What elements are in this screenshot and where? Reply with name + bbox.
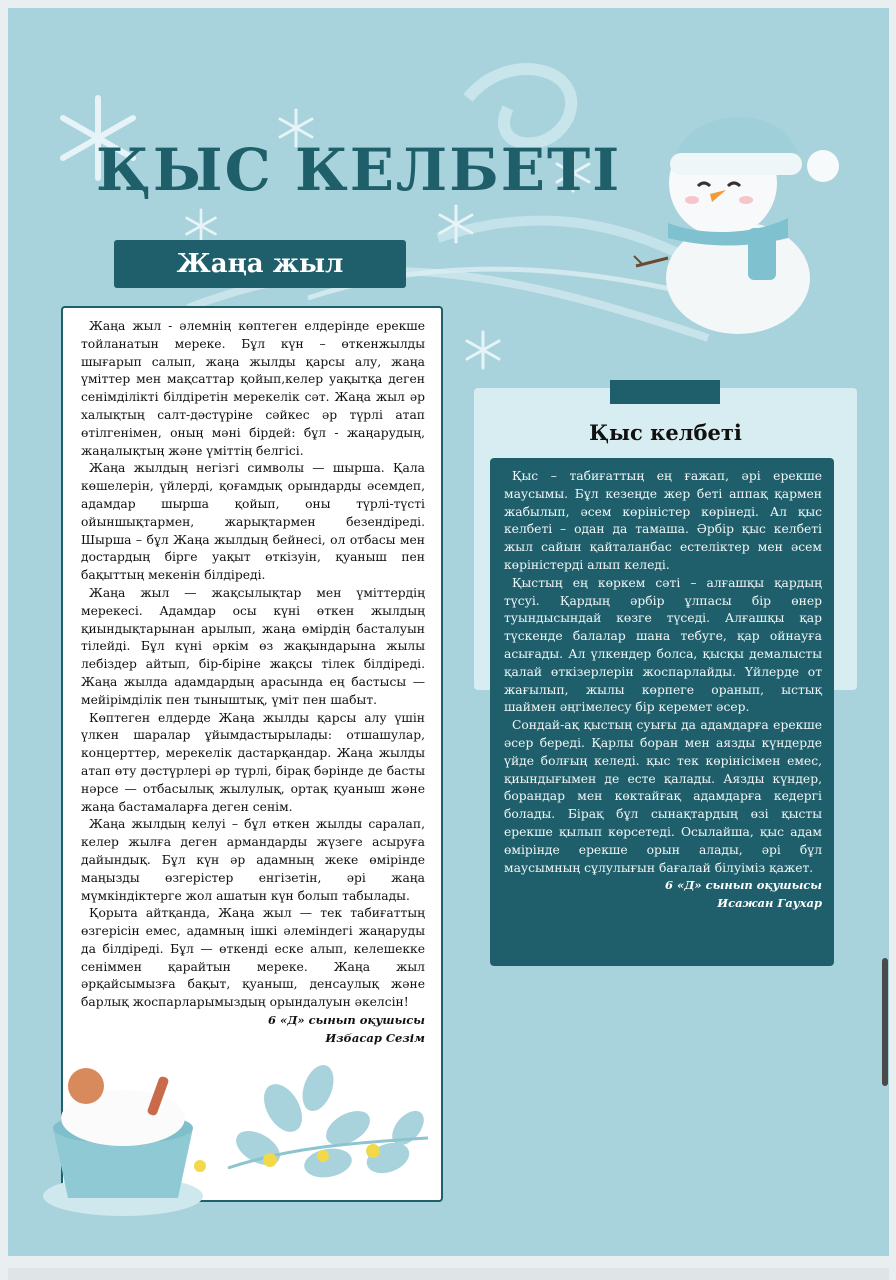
author-name: Исажан Гаухар [717,895,822,910]
vertical-scrollbar[interactable] [882,958,888,1086]
left-article-signature [81,1012,425,1047]
snowman-illustration [628,98,848,338]
right-article-text [504,468,822,877]
paragraph: Сондай-ақ қыстың суығы да адамдарға ерекше әсер береді. Қарлы боран мен аязды күндерде үйде болғың келеді. қыс тек көрінісімен емес, қиындығымен де есте қалады. Аязды күндер, борандар мен көктайғақ адамдарға кедергі болады. Бірақ бұл сынақтардың өзі қысты ерекше қылып көрсетеді. Осылайша, қыс адам өмірінде ерекше орын алады, әрі бұл маусымның сұлулығын бағалай білуіміз қажет. [504,718,822,875]
right-article-signature [504,877,822,912]
next-page-edge [8,1268,889,1280]
snowflake-icon [463,330,503,370]
author-class: 6 «Д» сынып оқушысы [665,878,822,893]
snowflake-icon [183,208,219,244]
paragraph: Жаңа жылдың келуі – бұл өткен жылды саралап, келер жылға деген армандарды жүзеге асыруға дайындық. Бұл күн әр адамның жеке өмірінде маңызды өзгерістер енгізетін, әрі жаңа мүмкіндіктерге жол ашатын күн болып табылады. [81,817,425,903]
cocoa-cup-illustration [28,1048,448,1228]
snowflake-icon [436,204,476,244]
author-name: Избасар Сезім [325,1030,425,1045]
paragraph: Қорыта айтқанда, Жаңа жыл — тек табиғаттың өзгерісін емес, адамның ішкі әлеміндегі жаңаруды да білдіреді. Бұл — өткенді еске алып, келешекке сеніммен қарайтын мереке. Жаңа жыл әрқайсымызға бақыт, қуаныш, денсаулық және барлық жоспарларымыздың орындалуын әкелсін! [81,906,425,1010]
paragraph: Жаңа жыл - әлемнің көптеген елдерінде ерекше тойланатын мереке. Бұл күн – өткенжылды шығарып салып, жаңа жылды қарсы алу, жаңа үміттер мен мақсаттар қойып,келер уақытқа деген сенімділікті білдіретін мерекелік сәт. Жаңа жыл әр халықтың салт-дәстүріне сәйкес әр түрлі атап өтілгенімен, оның мәні бірдей: бұл - жаңарудың, жаңалықтың және үміттің белгісі. [81,319,425,458]
newspaper-page [8,8,889,1256]
tape-decoration [610,380,720,404]
left-article-heading: Жаңа жыл [114,240,406,288]
right-article-heading: Қыс келбеті [589,420,742,445]
author-class: 6 «Д» сынып оқушысы [268,1013,425,1028]
right-article-box [490,458,834,966]
paragraph: Көптеген елдерде Жаңа жылды қарсы алу үшін үлкен шаралар ұйымдастырылады: отшашулар, концерттер, мерекелік дастарқандар. Жаңа жылды атап өту дәстүрлері әр түрлі, бірақ бәрінде де басты нәрсе — отбасылық жылулық, ортақ қуаныш және жаңа бастамаларға деген сенім. [81,710,425,814]
left-article-text [81,318,425,1012]
paragraph: Қыстың ең көркем сәті – алғашқы қардың түсуі. Қардың әрбір ұлпасы бір өнер туындысындай көзге түседі. Алғашқы қар түскенде балалар шана тебуге, қар ойнауға асығады. Ал үлкендер болса, қысқы демалысты қалай өткізерлерін жоспарлайды. Үйлерде от жағылып, жылы көрпеге оранып, ыстық шаймен әңгімелесу бір керемет әсер. [504,575,822,715]
paragraph: Жаңа жыл — жақсылықтар мен үміттердің мерекесі. Адамдар осы күні өткен жылдың қиындықтарынан арылып, жаңа өмірдің басталуын тілейді. Бұл күні әркім өз жақындарына жылы лебіздер айтып, бір-біріне жақсы тілек білдіреді. Жаңа жылда адамдардың арасында ең бастысы — мейірімділік пен тыныштық, үміт пен шабыт. [81,585,425,707]
page-title: ҚЫС КЕЛБЕТІ [96,136,622,204]
paragraph: Қыс – табиғаттың ең ғажап, әрі ерекше маусымы. Бұл кезеңде жер беті аппақ қармен жабылып, әсем көріністер көрінеді. Ал қыс келбеті – одан да тамаша. Әрбір қыс келбеті жыл сайын қайталанбас естеліктер мен әсем көріністерді алып келеді. [504,469,822,572]
paragraph: Жаңа жылдың негізгі символы — шырша. Қала көшелерін, үйлерді, қоғамдық орындарды әсемдеп, адамдар шырша қойып, оны түрлі-түсті ойыншықтармен, жарықтармен безендіреді. Шырша – бұл Жаңа жылдың бейнесі, ол отбасы мен достардың бірге уақыт өткізуін, қуаныш пен бақыттың мекенін білдіреді. [81,461,425,583]
